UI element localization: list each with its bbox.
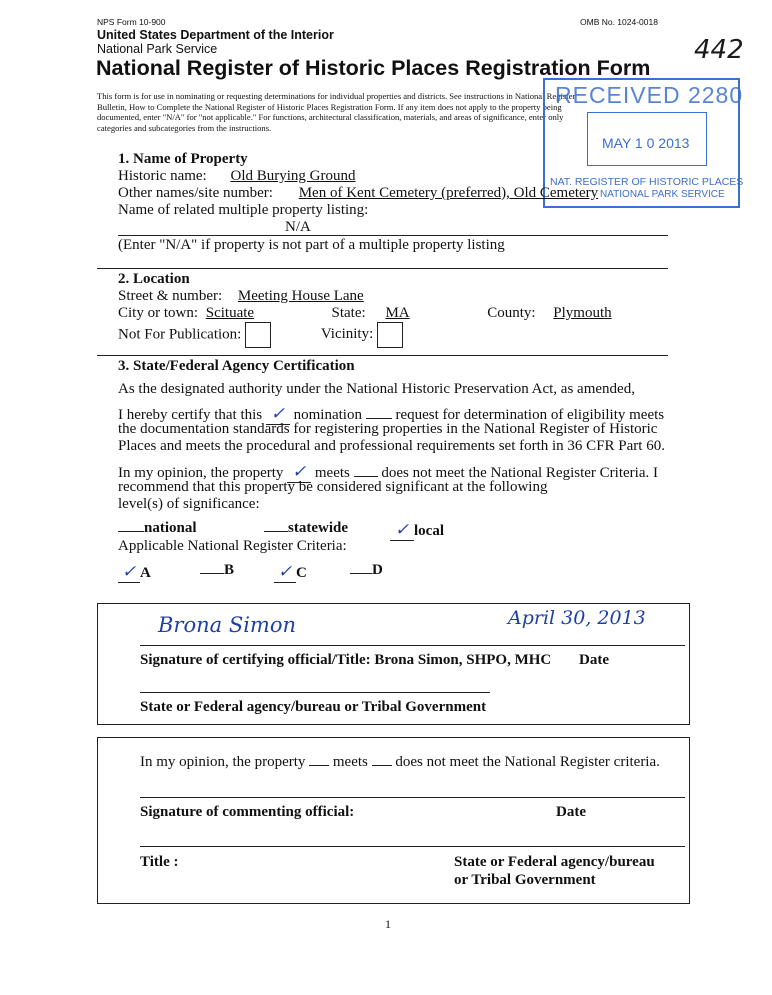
certifying-date-label: Date [579, 652, 609, 668]
historic-name-value: Old Burying Ground [230, 168, 356, 184]
city-value: Scituate [205, 305, 255, 321]
certifying-official-label: Signature of certifying official/Title: Brona Simon, SHPO, MHC [140, 652, 552, 668]
city-row: City or town: Scituate State: MA County: Plymouth [118, 305, 638, 322]
section3-heading: 3. State/Federal Agency Certification [118, 358, 355, 374]
meets-check: ✓ [287, 462, 311, 483]
level-local: ✓ local [390, 520, 444, 541]
commenting-agency-line2: or Tribal Government [454, 872, 596, 888]
opinion-row: In my opinion, the property ✓ meets does not meet the National Register Criteria. I [118, 462, 658, 482]
criteria-label: Applicable National Register Criteria: [118, 538, 347, 554]
form-title: National Register of Historic Places Registration Form [96, 56, 651, 80]
related-listing-note: (Enter "N/A" if property is not part of a multiple property listing [118, 237, 505, 253]
certify-line3: Places and meets the procedural and professional requirements set forth in 36 CFR Part 60. [118, 438, 665, 454]
criterion-c: ✓ C [274, 562, 307, 583]
department: United States Department of the Interior [97, 28, 334, 42]
not-for-publication-checkbox[interactable] [245, 322, 271, 348]
certify-line2: the documentation standards for registering properties in the National Register of Historic [118, 421, 658, 437]
handwritten-date: April 30, 2013 [508, 607, 646, 629]
street-row: Street & number: Meeting House Lane [118, 288, 668, 305]
section2-heading: 2. Location [118, 271, 190, 287]
nomination-check: ✓ [266, 404, 290, 425]
vicinity-checkbox[interactable] [377, 322, 403, 348]
local-check: ✓ [390, 520, 414, 541]
level-statewide: statewide [264, 520, 348, 537]
stamp-line2: NATIONAL PARK SERVICE [600, 189, 725, 200]
commenting-agency-line1: State or Federal agency/bureau [454, 854, 655, 870]
levels-text: level(s) of significance: [118, 496, 260, 512]
historic-name-row: Historic name: Old Burying Ground [118, 168, 625, 185]
commenting-title-label: Title : [140, 854, 179, 870]
related-listing-label: Name of related multiple property listing: [118, 202, 369, 218]
level-national: national [118, 520, 197, 537]
other-names-row: Other names/site number: Men of Kent Cemetery (preferred), Old Cemetery [118, 185, 599, 201]
omb-number: OMB No. 1024-0018 [580, 17, 658, 27]
page-number: 1 [385, 917, 391, 931]
commenting-official-label: Signature of commenting official: [140, 804, 355, 820]
certifying-agency-label: State or Federal agency/bureau or Tribal Government [140, 699, 487, 715]
handwritten-signature: Brona Simon [158, 613, 297, 637]
authority-text: As the designated authority under the National Historic Preservation Act, as amended, [118, 381, 635, 397]
certify-row: I hereby certify that this ✓ nomination request for determination of eligibility meets [118, 404, 665, 424]
criterion-b: B [200, 562, 234, 579]
instructions: This form is for use in nominating or requesting determinations for individual properties and districts. See instructions in National Register Bulletin, How to Complete the National Register of Historic Places Registration Form. If any item does not apply to the property being documented, enter "N/A" for "not applicable." For functions, architectural classification, materials, and areas of significance, enter only categories and subcategories from the instructions. [97, 91, 576, 133]
stamp-date: MAY 1 0 2013 [602, 135, 690, 151]
stamp-line1: NAT. REGISTER OF HISTORIC PLACES [550, 176, 744, 188]
section1-heading: 1. Name of Property [118, 151, 248, 167]
commenting-date-label: Date [556, 804, 586, 820]
handwritten-number: 442 [694, 35, 744, 65]
service: National Park Service [97, 42, 218, 56]
criterion-a: ✓ A [118, 562, 151, 583]
other-names-value: Men of Kent Cemetery (preferred), Old Cemetery [298, 185, 599, 201]
form-number: NPS Form 10-900 [97, 17, 166, 27]
county-value: Plymouth [553, 305, 612, 321]
publication-row: Not For Publication: Vicinity: [118, 322, 403, 348]
state-value: MA [385, 305, 410, 321]
criterion-d: D [350, 562, 383, 579]
comment-opinion-row: In my opinion, the property meets does not meet the National Register criteria. [140, 754, 660, 770]
street-value: Meeting House Lane [237, 288, 364, 304]
related-listing-value: N/A [285, 219, 311, 235]
recommend-text: recommend that this property be considered significant at the following [118, 479, 548, 495]
stamp-received: RECEIVED 2280 [555, 82, 744, 108]
